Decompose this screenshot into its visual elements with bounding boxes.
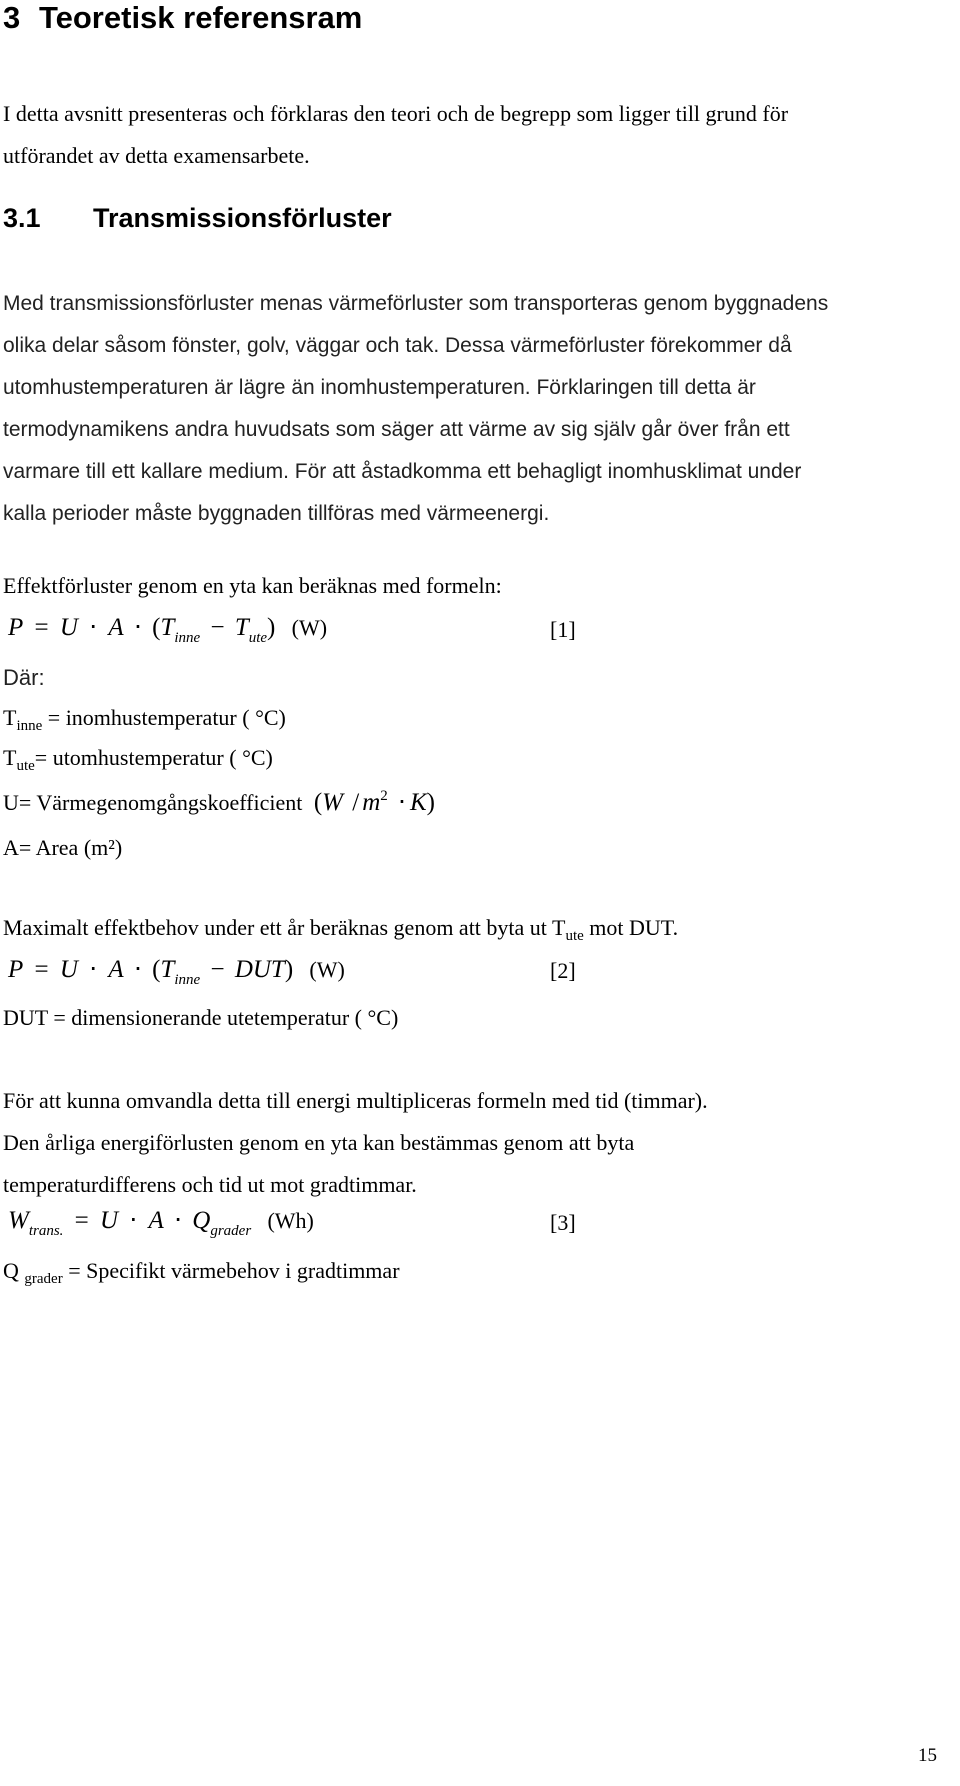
text-line: Med transmissionsförluster menas värmeförluster som transporteras genom byggnadens <box>3 292 829 315</box>
equation-3-number: [3] <box>550 1210 576 1235</box>
def-text: = utomhustemperatur ( °C) <box>34 745 273 770</box>
eq-paren: ( <box>313 789 323 816</box>
chapter-number: 3 <box>3 0 21 35</box>
eq-operator: ⋅ <box>89 956 98 983</box>
def-q <box>3 1258 400 1288</box>
equation-3 <box>8 1205 608 1249</box>
eq-subscript: trans. <box>28 1223 64 1239</box>
text-line: temperaturdifferens och tid ut mot gradtimmar. <box>3 1172 417 1197</box>
eq-symbol: W <box>8 1207 29 1234</box>
eq-symbol: T <box>234 614 249 641</box>
def-subscript: inne <box>16 718 43 734</box>
energy-paragraph <box>3 1080 903 1206</box>
eq-subscript: inne <box>174 630 201 646</box>
eq-operator: ⋅ <box>398 789 406 816</box>
def-a: A= Area (m²) <box>3 835 123 860</box>
eq-subscript: ute <box>248 630 268 646</box>
eq-symbol: T <box>160 956 175 983</box>
eq-symbol: m <box>362 789 381 816</box>
eq-superscript: 2 <box>380 788 388 804</box>
def-symbol: T <box>3 745 17 770</box>
eq-subscript: inne <box>174 972 201 988</box>
page-number: 15 <box>918 1745 937 1766</box>
text-line: För att kunna omvandla detta till energi multipliceras formeln med tid (timmar). <box>3 1088 708 1113</box>
eq-subscript: grader <box>210 1223 252 1239</box>
equation-1-number: [1] <box>550 617 576 642</box>
eq-symbol: U <box>100 1207 119 1234</box>
eq-symbol: K <box>409 789 427 816</box>
text-line: olika delar såsom fönster, golv, väggar och tak. Dessa värmeförluster förekommer då <box>3 334 792 357</box>
section-heading <box>3 203 423 239</box>
text-line: Den årliga energiförlusten genom en yta kan bestämmas genom att byta <box>3 1130 635 1155</box>
eq-operator: = <box>74 1207 89 1234</box>
eq-symbol: P <box>8 614 24 641</box>
text-subscript: ute <box>565 928 584 944</box>
where-label: Där: <box>3 665 45 690</box>
def-tute <box>3 745 273 775</box>
chapter-heading <box>3 0 423 40</box>
def-text: = inomhustemperatur ( °C) <box>42 705 286 730</box>
text-segment: mot DUT. <box>583 915 679 940</box>
section-paragraph <box>3 283 903 535</box>
eq-unit: (Wh) <box>267 1208 314 1233</box>
eq-operator: ⋅ <box>129 1207 138 1234</box>
eq-operator: − <box>210 956 225 983</box>
eq-symbol: A <box>148 1207 164 1234</box>
eq-operator: / <box>352 789 360 816</box>
section-title: Transmissionsförluster <box>93 203 392 233</box>
def-symbol: Q <box>3 1258 19 1283</box>
def-u <box>3 787 435 817</box>
def-subscript: grader <box>24 1271 63 1287</box>
eq-symbol: U <box>59 956 78 983</box>
max-text <box>3 915 678 945</box>
effect-intro: Effektförluster genom en yta kan beräknas med formeln: <box>3 573 502 598</box>
eq-operator: ⋅ <box>133 614 142 641</box>
equation-2 <box>8 954 608 998</box>
eq-unit: (W) <box>291 615 328 640</box>
equation-1 <box>8 612 608 656</box>
def-tinne <box>3 705 286 735</box>
eq-paren: ( <box>152 956 161 983</box>
text-line: kalla perioder måste byggnaden tillföras med värmeenergi. <box>3 502 550 525</box>
eq-symbol: Q <box>192 1207 211 1234</box>
eq-paren: ) <box>426 789 435 816</box>
eq-operator: ⋅ <box>133 956 142 983</box>
def-text: U= Värmegenomgångskoefficient <box>3 790 303 815</box>
eq-symbol: P <box>8 956 24 983</box>
text-line: termodynamikens andra huvudsats som säger att värme av sig själv går över från ett <box>3 418 790 441</box>
eq-operator: = <box>34 956 49 983</box>
section-number: 3.1 <box>3 203 41 233</box>
eq-symbol: A <box>108 614 124 641</box>
eq-symbol: U <box>59 614 78 641</box>
text-line: varmare till ett kallare medium. För att åstadkomma ett behagligt inomhusklimat under <box>3 460 802 483</box>
eq-unit: (W) <box>309 957 345 982</box>
def-unit-expression <box>314 789 435 816</box>
eq-operator: − <box>210 614 225 641</box>
intro-paragraph <box>3 93 903 177</box>
text-line: I detta avsnitt presenteras och förklaras den teori och de begrepp som ligger till grund för <box>3 101 789 126</box>
chapter-title: Teoretisk referensram <box>39 0 363 35</box>
equation-2-number: [2] <box>550 958 576 983</box>
text-segment: Maximalt effektbehov under ett år beräknas genom att byta ut T <box>3 915 566 940</box>
eq-symbol: W <box>322 789 343 816</box>
eq-operator: = <box>34 614 49 641</box>
def-text: = Specifikt värmebehov i gradtimmar <box>62 1258 400 1283</box>
def-subscript: ute <box>16 758 35 774</box>
eq-operator: ⋅ <box>89 614 98 641</box>
eq-symbol: A <box>108 956 124 983</box>
def-dut: DUT = dimensionerande utetemperatur ( °C) <box>3 1005 399 1030</box>
def-symbol: T <box>3 705 17 730</box>
text-line: utförandet av detta examensarbete. <box>3 143 310 168</box>
eq-paren: ) <box>284 956 294 983</box>
eq-paren: ( <box>152 614 161 641</box>
eq-symbol: DUT <box>234 956 285 983</box>
eq-paren: ) <box>267 614 276 641</box>
eq-symbol: T <box>160 614 175 641</box>
text-line: utomhustemperaturen är lägre än inomhustemperaturen. Förklaringen till detta är <box>3 376 756 399</box>
eq-operator: ⋅ <box>174 1207 183 1234</box>
